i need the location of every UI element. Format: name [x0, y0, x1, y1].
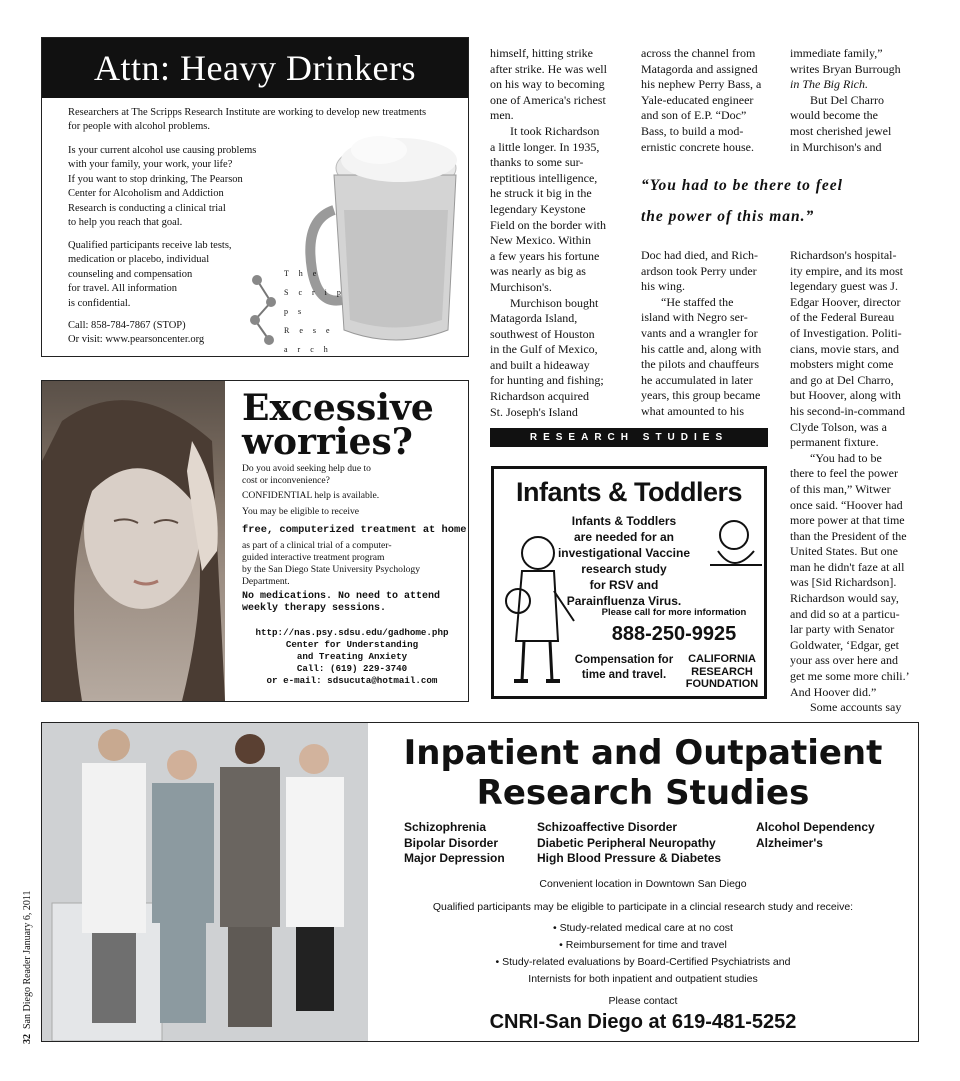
worries-nomeds: No medications. No need to attend weekly therapy sessions.: [242, 591, 441, 614]
article-column-2-top: across the channel from Matagorda and assigned his nephew Perry Bass, a Yale-educated engineer and son of E.P. “Doc” Bass, to build a mod- ernistic concrete house.: [641, 46, 762, 154]
ad-call: Call: 858-784-7867 (STOP): [68, 320, 186, 331]
woman-photo: [42, 381, 225, 701]
medical-staff-photo: [42, 723, 368, 1041]
article-column-3-bottom: Richardson's hospital- ity empire, and its most legendary guest was J. Edgar Hoover, director of the Federal Bureau of Investigation. Politi- cians, movie stars, and mobsters might come and go at Del Charro, but Hoover, along with his second-in-command Clyde Tolson, was a permanent fixture. “You had to be there to feel the power of this man,” Witwer once said. “Hoover had more power at that time than the President of the United States. But one man he didn't faze at all was [Sid Richardson]. Richardson would say, and did so at a particu- lar party with Senator Goldwater, ‘Edgar, get your ass over here and get me some more chili.’ And Hoover did.” Some accounts say: [790, 248, 910, 715]
conditions-column-2: Schizoaffective Disorder Diabetic Peripheral Neuropathy High Blood Pressure & Diabetes: [537, 820, 722, 865]
contact-text: Please contact: [608, 995, 678, 1007]
conditions-column-3: Alcohol Dependency Alzheimer's: [756, 820, 875, 850]
infants-title: Infants & Toddlers: [515, 477, 742, 507]
excessive-worries-ad: [41, 380, 469, 702]
worries-free: free, computerized treatment at home: [242, 524, 467, 536]
worries-eligible: You may be eligible to receive: [242, 506, 360, 517]
infants-toddlers-ad: [491, 466, 767, 699]
page-footer: [22, 891, 33, 1044]
ad-questions: Is your current alcohol use causing problems with your family, your work, your life? If you want to stop drinking, The Pearson Center for Alcoholism and Addiction Research is conducting a clinical trial to help you reach that goal.: [68, 145, 257, 229]
qualified-text: Qualified participants may be eligible to participate in a clincial research study and receive:: [432, 901, 854, 913]
worries-question: Do you avoid seeking help due to cost or inconvenience?: [242, 463, 371, 486]
california-research-foundation-logo: CALIFORNIA RESEARCH FOUNDATION: [685, 653, 759, 690]
pull-quote: “You had to be there to feel the power of this man.”: [641, 177, 843, 225]
worries-confidential: CONFIDENTIAL help is available.: [242, 490, 380, 501]
ad-title: Attn: Heavy Drinkers: [42, 38, 468, 98]
article-column-1: himself, hitting strike after strike. He was well on his way to becoming one of America's richest men. It took Richardson a little longer. In 1935, thanks to some sur- reptitious intelligence, he struck it big in the legendary Keystone Field on the border with New Mexico. Within a few years his fortune was nearly as big as Murchison's. Murchison bought Matagorda Island, southwest of Houston in the Gulf of Mexico, and built a hideaway for hunting and fishing; Richardson acquired St. Joseph's Island: [490, 46, 607, 419]
article-column-3-top: immediate family,” writes Bryan Burrough in The Big Rich. But Del Charro would become the most cherished jewel in Murchison's and: [790, 46, 901, 154]
worries-contact: http://nas.psy.sdsu.edu/gadhome.php Center for Understanding and Treating Anxiety Call: (619) 229-3740 or e-mail: sdsucuta@hotmail.com: [255, 627, 449, 686]
inpatient-headline: Inpatient and Outpatient Research Studies: [403, 733, 883, 813]
scripps-logo: T h e S c r i p p s R e s e a r c h: [247, 264, 347, 357]
contact-phone: CNRI-San Diego at 619-481-5252: [489, 1011, 797, 1033]
baby-illustration: [706, 515, 766, 575]
infants-call-info: Please call for more information: [601, 607, 747, 618]
inpatient-outpatient-ad: [41, 722, 919, 1042]
page-number: 32: [22, 1034, 33, 1044]
location-text: Convenient location in Downtown San Diego: [539, 878, 747, 890]
infants-phone: 888-250-9925: [611, 623, 737, 645]
infants-compensation: Compensation for time and travel.: [574, 654, 674, 681]
conditions-column-1: Schizophrenia Bipolar Disorder Major Depression: [404, 820, 505, 865]
ad-intro: Researchers at The Scripps Research Institute are working to develop new treatments for people with alcohol problems.: [68, 107, 427, 133]
heavy-drinkers-ad: [41, 37, 469, 357]
infants-lines: Infants & Toddlers are needed for an investigational Vaccine research study for RSV and Parainfluenza Virus.: [557, 514, 691, 608]
ad-visit: Or visit: www.pearsoncenter.org: [68, 334, 205, 345]
ad-qualified: Qualified participants receive lab tests, medication or placebo, individual counseling and compensation for travel. All information is confidential.: [68, 240, 232, 309]
benefits-list: • Study-related medical care at no cost • Reimbursement for time and travel • Study-related evaluations by Board-Certified Psychiatrists and Internists for both inpatient and outpatient studies: [495, 922, 791, 985]
article-column-2-bottom: Doc had died, and Rich- ardson took Perry under his wing. “He staffed the island with Negro ser- vants and a wrangler for his cattle and, along with the pilots and chauffeurs he accumulated in later years, this group became what amounted to his: [641, 248, 762, 418]
publication-info: San Diego Reader January 6, 2011: [22, 890, 33, 1029]
research-studies-banner: RESEARCH STUDIES: [490, 428, 768, 447]
worries-part: as part of a clinical trial of a computer- guided interactive treatment program by the San Diego State University Psychology Department.: [242, 540, 420, 587]
worries-headline: Excessive worries?: [242, 387, 434, 463]
